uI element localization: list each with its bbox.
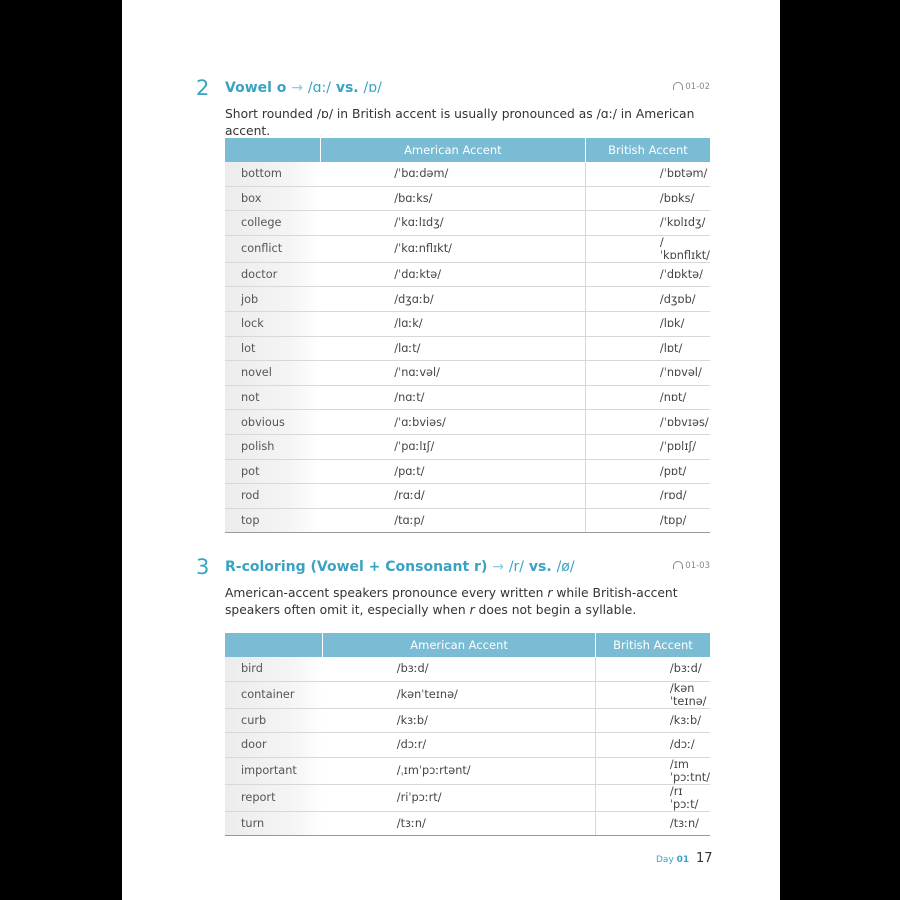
header-word — [225, 138, 320, 162]
description-part: American-accent speakers pronounce every written — [225, 586, 548, 600]
cell-american: /bɜːd/ — [323, 657, 596, 681]
cell-british: /ɪmˈpɔːtnt/ — [595, 757, 710, 784]
cell-word: container — [225, 681, 323, 708]
audio-track-id: 01-02 — [685, 82, 710, 92]
audio-track[interactable] — [673, 82, 710, 92]
table-row — [225, 385, 710, 410]
table-header-row — [225, 138, 710, 162]
table-row — [225, 336, 710, 361]
cell-word: report — [225, 784, 323, 811]
description-emphasis: r — [469, 603, 475, 617]
book-page — [122, 0, 780, 900]
cell-word: lot — [225, 336, 320, 361]
cell-american: /bɑːks/ — [320, 186, 585, 211]
footer-day — [656, 855, 689, 865]
table-row — [225, 657, 710, 681]
headphones-icon — [673, 82, 683, 90]
header-word — [225, 633, 323, 657]
cell-british: /ˈpɒlɪʃ/ — [585, 434, 710, 459]
table-body — [225, 657, 710, 836]
arrow-icon: → — [291, 80, 304, 96]
section-title-text: Vowel o — [225, 80, 287, 96]
section-title — [225, 80, 382, 96]
table-row — [225, 681, 710, 708]
audio-track-id: 01-03 — [685, 561, 710, 571]
cell-american: /tɜːn/ — [323, 811, 596, 836]
cell-british: /ˈɒbvɪəs/ — [585, 410, 710, 435]
title-vs: vs. — [335, 80, 359, 96]
section-number: 2 — [196, 76, 210, 100]
section-number: 3 — [196, 555, 210, 579]
cell-british: /rɒd/ — [585, 484, 710, 509]
table-row — [225, 211, 710, 236]
arrow-icon: → — [492, 559, 504, 575]
cell-word: rod — [225, 484, 320, 509]
title-ipa-british: /ø/ — [556, 559, 575, 575]
cell-word: obvious — [225, 410, 320, 435]
cell-british: /ˈnɒvəl/ — [585, 361, 710, 386]
cell-american: /dʒɑːb/ — [320, 287, 585, 312]
cell-word: bird — [225, 657, 323, 681]
cell-word: lock — [225, 311, 320, 336]
title-ipa-american: /ɑ:/ — [307, 80, 331, 96]
cell-american: /ˈbɑːdəm/ — [320, 162, 585, 186]
cell-british: /kɜːb/ — [595, 708, 710, 733]
cell-word: turn — [225, 811, 323, 836]
table-row — [225, 708, 710, 733]
table-row — [225, 186, 710, 211]
table-row — [225, 361, 710, 386]
table-header-row — [225, 633, 710, 657]
cell-british: /ˈbɒtəm/ — [585, 162, 710, 186]
cell-word: doctor — [225, 262, 320, 287]
title-ipa-british: /ɒ/ — [363, 80, 382, 96]
table-row — [225, 311, 710, 336]
cell-american: /dɔːr/ — [323, 733, 596, 758]
table-row — [225, 733, 710, 758]
cell-british: /ˈkɒlɪdʒ/ — [585, 211, 710, 236]
cell-word: pot — [225, 459, 320, 484]
cell-american: /riˈpɔːrt/ — [323, 784, 596, 811]
pronunciation-table — [225, 633, 710, 836]
cell-word: top — [225, 508, 320, 533]
cell-american: /ˈpɑːlɪʃ/ — [320, 434, 585, 459]
cell-american: /kənˈteɪnə/ — [323, 681, 596, 708]
table-row — [225, 784, 710, 811]
table-row — [225, 757, 710, 784]
table-row — [225, 434, 710, 459]
cell-american: /ˈkɑːlɪdʒ/ — [320, 211, 585, 236]
table-row — [225, 162, 710, 186]
cell-british: /pɒt/ — [585, 459, 710, 484]
table-row — [225, 459, 710, 484]
cell-british: /dɔː/ — [595, 733, 710, 758]
cell-american: /kɜːb/ — [323, 708, 596, 733]
header-american: American Accent — [323, 633, 596, 657]
cell-american: /pɑːt/ — [320, 459, 585, 484]
section-title — [225, 559, 575, 575]
cell-word: bottom — [225, 162, 320, 186]
cell-word: polish — [225, 434, 320, 459]
description-part: while British-accent speakers often omit it, especially when — [225, 586, 678, 617]
title-vs: vs. — [528, 559, 552, 575]
cell-american: /ˈɑːbviəs/ — [320, 410, 585, 435]
cell-word: not — [225, 385, 320, 410]
section-description — [225, 585, 710, 619]
footer-day-label: Day — [656, 855, 674, 865]
cell-british: /tɜːn/ — [595, 811, 710, 836]
headphones-icon — [673, 561, 683, 569]
cell-american: /ˈdɑːktə/ — [320, 262, 585, 287]
page-number: 17 — [696, 851, 713, 866]
cell-british: /lɒk/ — [585, 311, 710, 336]
description-emphasis: r — [547, 586, 553, 600]
cell-british: /lɒt/ — [585, 336, 710, 361]
cell-word: novel — [225, 361, 320, 386]
cell-british: /kənˈteɪnə/ — [595, 681, 710, 708]
cell-british: /bɒks/ — [585, 186, 710, 211]
cell-british: /tɒp/ — [585, 508, 710, 533]
cell-american: /rɑːd/ — [320, 484, 585, 509]
table-row — [225, 410, 710, 435]
header-british: British Accent — [585, 138, 710, 162]
footer-day-number: 01 — [676, 855, 690, 865]
header-british: British Accent — [595, 633, 710, 657]
section-title-text: R-coloring (Vowel + Consonant r) — [225, 559, 488, 575]
section-description: Short rounded /ɒ/ in British accent is usually pronounced as /ɑ:/ in American accent. — [225, 107, 695, 138]
cell-word: job — [225, 287, 320, 312]
table-row — [225, 484, 710, 509]
cell-american: /ˌɪmˈpɔːrtənt/ — [323, 757, 596, 784]
cell-british: /bɜːd/ — [595, 657, 710, 681]
cell-word: important — [225, 757, 323, 784]
header-american: American Accent — [320, 138, 585, 162]
table-row — [225, 287, 710, 312]
table-row — [225, 235, 710, 262]
cell-american: /ˈkɑːnflɪkt/ — [320, 235, 585, 262]
cell-american: /lɑːt/ — [320, 336, 585, 361]
cell-british: /dʒɒb/ — [585, 287, 710, 312]
pronunciation-table — [225, 138, 710, 533]
cell-american: /tɑːp/ — [320, 508, 585, 533]
table-row — [225, 262, 710, 287]
table-row — [225, 811, 710, 836]
table-row — [225, 508, 710, 533]
cell-american: /lɑːk/ — [320, 311, 585, 336]
cell-british: /ˈdɒktə/ — [585, 262, 710, 287]
cell-word: box — [225, 186, 320, 211]
table-body — [225, 162, 710, 533]
cell-british: /nɒt/ — [585, 385, 710, 410]
cell-word: conflict — [225, 235, 320, 262]
audio-track[interactable] — [673, 561, 710, 571]
cell-word: curb — [225, 708, 323, 733]
cell-american: /ˈnɑːvəl/ — [320, 361, 585, 386]
cell-word: college — [225, 211, 320, 236]
cell-american: /nɑːt/ — [320, 385, 585, 410]
description-part: does not begin a syllable. — [474, 603, 637, 617]
cell-british: /rɪˈpɔːt/ — [595, 784, 710, 811]
cell-british: /ˈkɒnflɪkt/ — [585, 235, 710, 262]
cell-word: door — [225, 733, 323, 758]
title-ipa-american: /r/ — [508, 559, 525, 575]
